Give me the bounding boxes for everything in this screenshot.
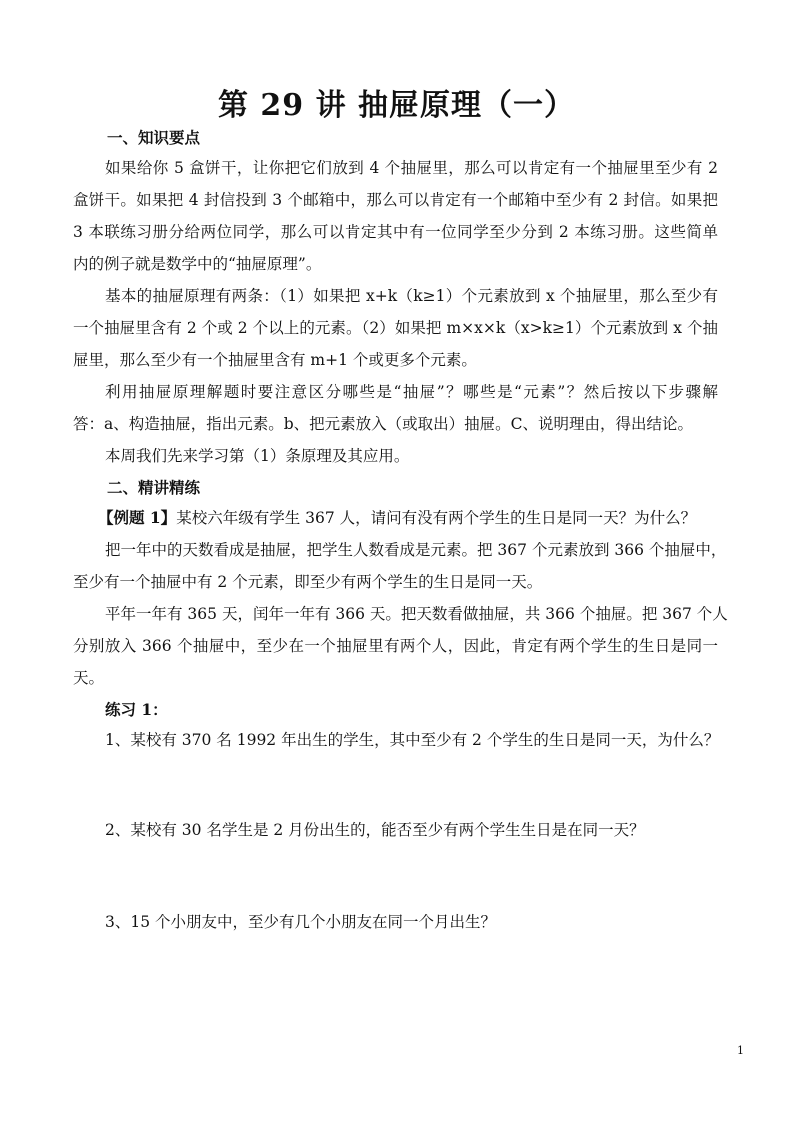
- paragraph-line: 平年一年有 365 天，闰年一年有 366 天。把天数看做抽屉，共 366 个抽屉。把 367 个人: [105, 605, 728, 623]
- paragraph-line: 内的例子就是数学中的“抽屉原理”。: [73, 255, 322, 273]
- paragraph-line: 分别放入 366 个抽屉中，至少在一个抽屉里有两个人，因此，肯定有两个学生的生日是同一: [73, 637, 718, 655]
- paragraph-line: 盒饼干。如果把 4 封信投到 3 个邮箱中，那么可以肯定有一个邮箱中至少有 2 封信。如果把: [73, 191, 718, 209]
- practice-heading: 练习 1：: [105, 700, 168, 719]
- paragraph-line: 如果给你 5 盒饼干，让你把它们放到 4 个抽屉里，那么可以肯定有一个抽屉里至少有 2: [105, 159, 718, 177]
- practice-question: 2、某校有 30 名学生是 2 月份出生的，能否至少有两个学生生日是在同一天？: [105, 821, 645, 839]
- example-question: 某校六年级有学生 367 人，请问有没有两个学生的生日是同一天？为什么？: [176, 509, 697, 527]
- paragraph-line: 屉里，那么至少有一个抽屉里含有 m+1 个或更多个元素。: [73, 351, 477, 369]
- example-1: [98, 506, 696, 528]
- paragraph-line: 利用抽屉原理解题时要注意区分哪些是“抽屉”？哪些是“元素”？然后按以下步骤解: [105, 383, 718, 401]
- paragraph-line: 天。: [73, 669, 105, 687]
- paragraph-line: 答：a、构造抽屉，指出元素。b、把元素放入（或取出）抽屉。C、说明理由，得出结论。: [73, 415, 694, 433]
- paragraph-line: 基本的抽屉原理有两条：（1）如果把 x+k（k≥1）个元素放到 x 个抽屉里，那么至少有: [105, 287, 718, 305]
- example-label: 【例题 1】: [98, 508, 177, 527]
- paragraph-line: 3 本联练习册分给两位同学，那么可以肯定其中有一位同学至少分到 2 本练习册。这些简单: [73, 223, 718, 241]
- practice-question: 3、15 个小朋友中，至少有几个小朋友在同一个月出生？: [105, 913, 497, 931]
- section-heading-knowledge: 一、知识要点: [107, 128, 201, 147]
- paragraph-line: 至少有一个抽屉中有 2 个元素，即至少有两个学生的生日是同一天。: [73, 573, 543, 591]
- paragraph-line: 把一年中的天数看成是抽屉，把学生人数看成是元素。把 367 个元素放到 366 个抽屉中，: [105, 541, 727, 559]
- paragraph-line: 一个抽屉里含有 2 个或 2 个以上的元素。（2）如果把 m×x×k（x>k≥1）个元素放到 x 个抽: [73, 319, 718, 337]
- practice-question: 1、某校有 370 名 1992 年出生的学生，其中至少有 2 个学生的生日是同一天，为什么？: [105, 731, 720, 749]
- page-number: 1: [737, 1044, 744, 1057]
- paragraph-line: 本周我们先来学习第（1）条原理及其应用。: [105, 447, 410, 465]
- page-title: 第 29 讲 抽屉原理（一）: [217, 88, 576, 123]
- section-heading-lecture: 二、精讲精练: [107, 478, 201, 497]
